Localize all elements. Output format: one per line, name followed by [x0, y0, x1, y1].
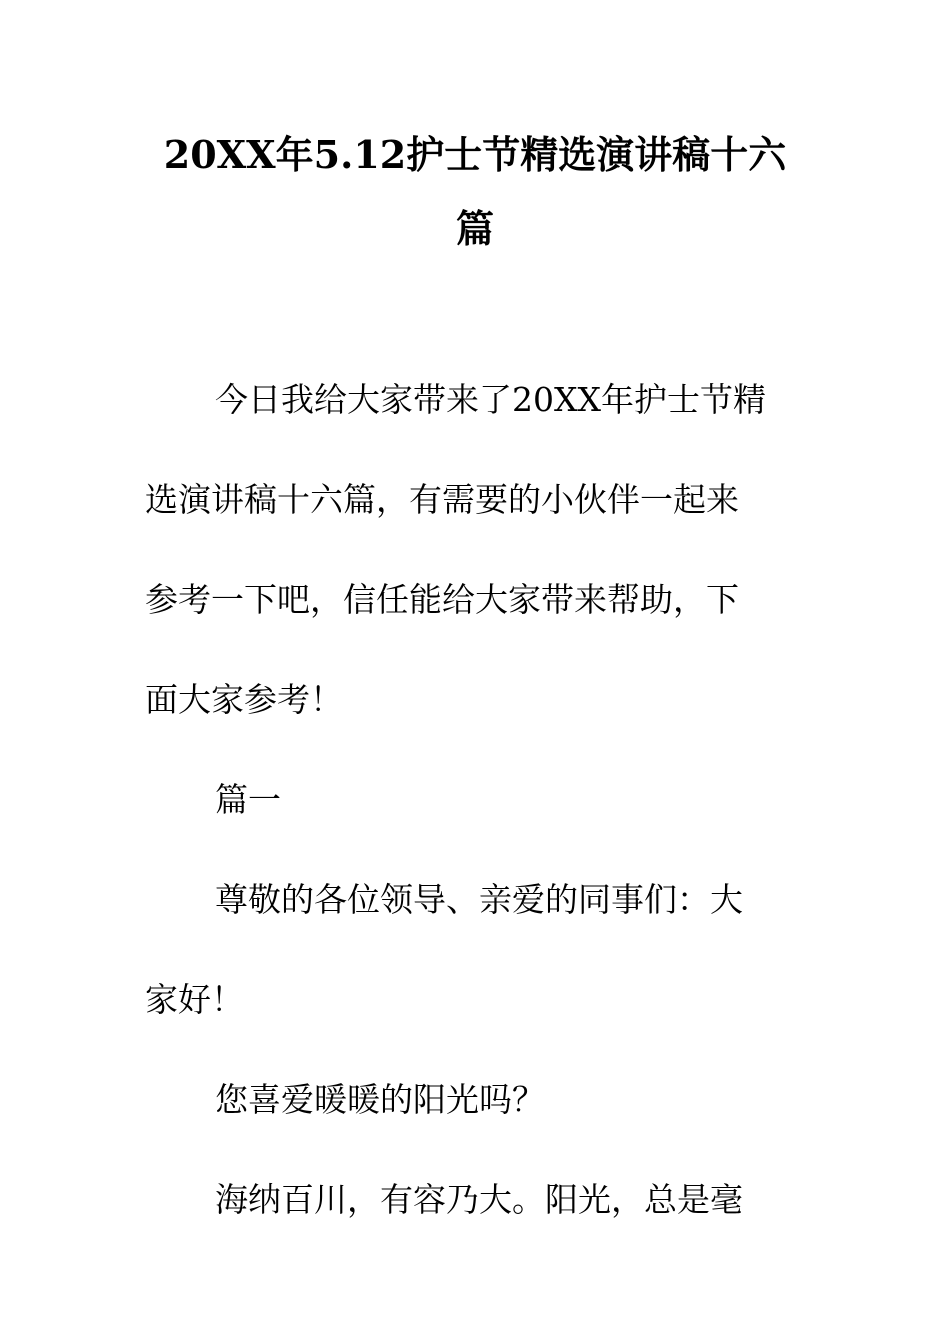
body-line: 您喜爱暖暖的阳光吗？	[215, 1080, 545, 1119]
body-line: 今日我给大家带来了20XX年护士节精	[215, 380, 766, 419]
document-title-line-1: 20XX年5.12护士节精选演讲稿十六	[163, 132, 787, 177]
section-heading: 篇一	[215, 780, 281, 819]
body-line: 面大家参考！	[145, 680, 343, 719]
body-line: 海纳百川，有容乃大。阳光，总是毫	[215, 1180, 743, 1219]
body-line: 参考一下吧，信任能给大家带来帮助，下	[145, 580, 739, 619]
body-line: 尊敬的各位领导、亲爱的同事们：大	[215, 880, 743, 919]
document-title-line-2: 篇	[455, 206, 494, 251]
body-line: 选演讲稿十六篇，有需要的小伙伴一起来	[145, 480, 739, 519]
body-line: 家好！	[145, 980, 244, 1019]
